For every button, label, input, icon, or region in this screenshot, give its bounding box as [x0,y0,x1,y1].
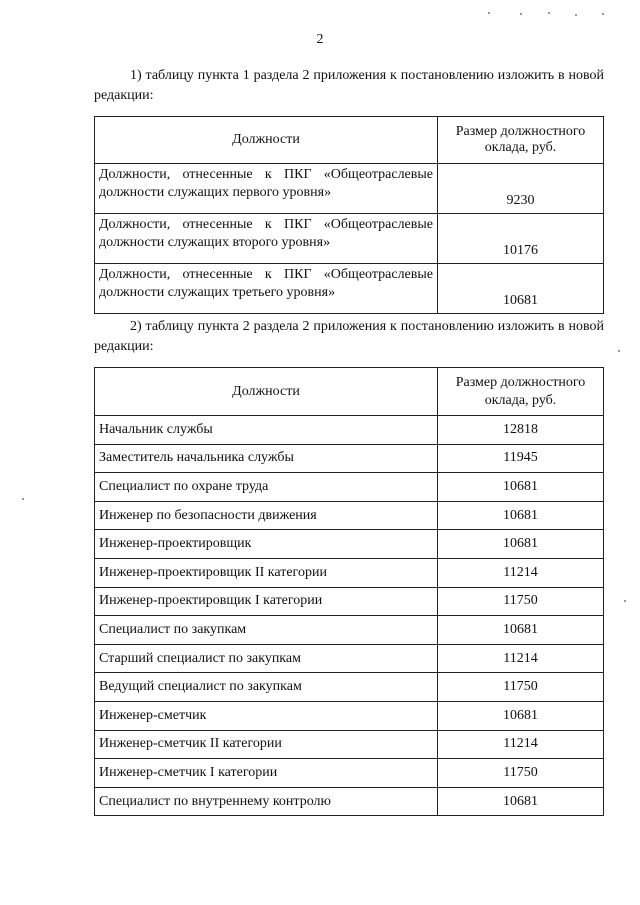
table-row [95,501,604,530]
position-cell: Должности, отнесенные к ПКГ «Общеотраслевые должности служащих второго уровня» [95,214,438,264]
salary-cell: 11750 [438,587,604,616]
position-cell: Заместитель начальника службы [95,444,438,473]
salary-cell: 10176 [438,214,604,264]
position-cell: Специалист по закупкам [95,616,438,645]
table-row [95,530,604,559]
table-row [95,616,604,645]
salary-cell: 11214 [438,730,604,759]
paragraph-1-text: 1) таблицу пункта 1 раздела 2 приложения к постановлению изложить в новой редакции: [94,68,604,103]
table-row [95,164,604,214]
salary-cell: 11750 [438,759,604,788]
scan-speck [548,12,550,14]
position-cell: Старший специалист по закупкам [95,644,438,673]
table-1 [94,116,604,314]
salary-cell: 11945 [438,444,604,473]
table-row [95,473,604,502]
scan-speck [488,12,490,14]
table-2-header-row [95,368,604,416]
position-cell: Инженер-проектировщик II категории [95,558,438,587]
salary-cell: 12818 [438,416,604,445]
salary-cell: 10681 [438,264,604,314]
table-2-header-position: Должности [95,368,438,416]
position-cell: Ведущий специалист по закупкам [95,673,438,702]
table-row [95,673,604,702]
table-row [95,558,604,587]
table-2 [94,367,604,816]
table-row [95,730,604,759]
position-cell: Должности, отнесенные к ПКГ «Общеотраслевые должности служащих первого уровня» [95,164,438,214]
scan-speck [22,498,24,500]
position-cell: Должности, отнесенные к ПКГ «Общеотраслевые должности служащих третьего уровня» [95,264,438,314]
salary-cell: 11214 [438,644,604,673]
salary-cell: 10681 [438,530,604,559]
salary-cell: 9230 [438,164,604,214]
position-cell: Инженер-сметчик II категории [95,730,438,759]
position-cell: Специалист по охране труда [95,473,438,502]
position-cell: Специалист по внутреннему контролю [95,787,438,816]
salary-cell: 11750 [438,673,604,702]
salary-cell: 10681 [438,616,604,645]
table-row [95,787,604,816]
table-row [95,444,604,473]
table-1-header-row [95,117,604,164]
position-cell: Инженер по безопасности движения [95,501,438,530]
salary-cell: 10681 [438,501,604,530]
table-row [95,701,604,730]
scan-speck [602,13,604,15]
position-cell: Инженер-сметчик I категории [95,759,438,788]
table-row [95,644,604,673]
table-2-header-salary: Размер должностного оклада, руб. [438,368,604,416]
scan-speck [624,600,626,602]
table-row [95,264,604,314]
table-row [95,759,604,788]
salary-cell: 10681 [438,787,604,816]
paragraph-2-text: 2) таблицу пункта 2 раздела 2 приложения к постановлению изложить в новой редакции: [94,319,604,354]
page-number: 2 [316,32,324,47]
table-1-header-salary: Размер должностного оклада, руб. [438,117,604,164]
scan-speck [575,14,577,16]
salary-cell: 10681 [438,473,604,502]
table-1-header-position: Должности [95,117,438,164]
position-cell: Инженер-проектировщик [95,530,438,559]
scan-speck [520,13,522,15]
scan-speck [618,350,620,352]
position-cell: Инженер-проектировщик I категории [95,587,438,616]
table-row [95,214,604,264]
paragraph-2 [94,317,604,357]
position-cell: Инженер-сметчик [95,701,438,730]
paragraph-1 [94,66,604,106]
position-cell: Начальник службы [95,416,438,445]
table-row [95,416,604,445]
table-row [95,587,604,616]
salary-cell: 10681 [438,701,604,730]
salary-cell: 11214 [438,558,604,587]
